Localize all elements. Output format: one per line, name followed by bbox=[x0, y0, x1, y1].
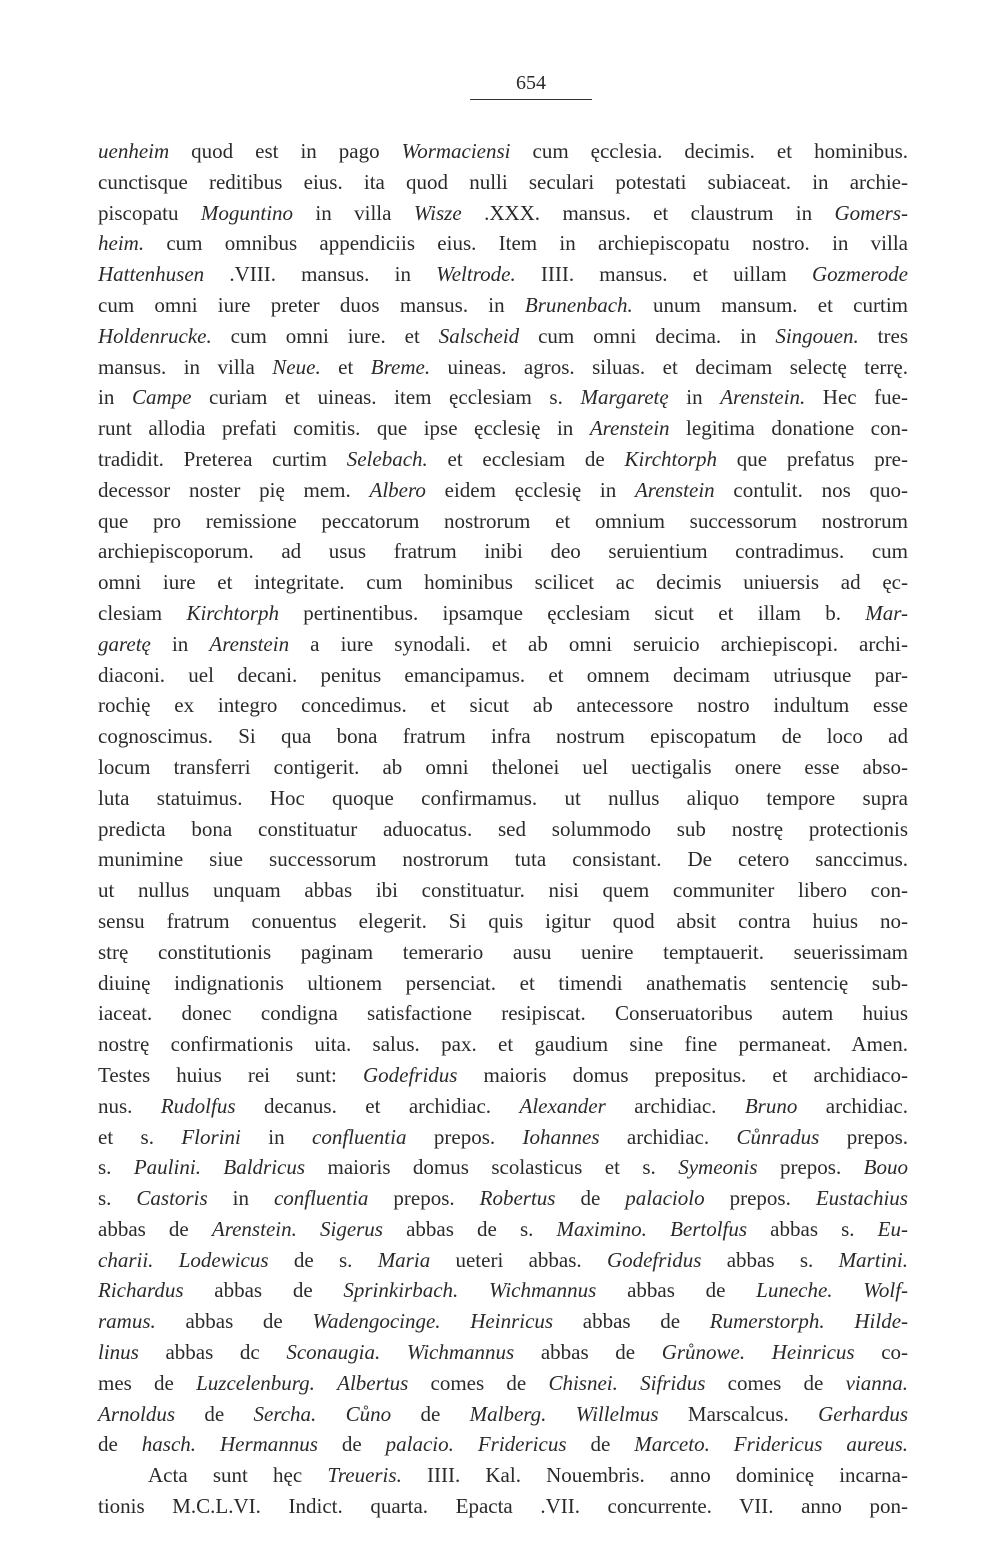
text-segment: que prefatus pre- bbox=[717, 446, 908, 471]
italic-name: Eustachius bbox=[815, 1186, 908, 1211]
italic-name: Alexander bbox=[519, 1093, 606, 1118]
text-segment: curiam et uineas. item ęcclesiam s. bbox=[191, 385, 581, 410]
text-segment: de bbox=[317, 1432, 386, 1457]
text-segment: legitima donatione con- bbox=[669, 416, 908, 441]
italic-name: Arenstein. bbox=[211, 1216, 297, 1241]
text-line bbox=[98, 844, 908, 875]
text-segment: cum ęcclesia. decimis. et hominibus. bbox=[510, 139, 908, 163]
italic-name: garetę bbox=[98, 631, 151, 656]
text-segment: runt allodia prefati comitis. que ipse ęcclesię in bbox=[98, 416, 590, 441]
text-line bbox=[98, 1306, 908, 1337]
italic-name: Hilde- bbox=[854, 1309, 909, 1334]
italic-name: charii. bbox=[98, 1247, 154, 1272]
italic-name: Gomers- bbox=[834, 200, 909, 225]
italic-name: Holdenrucke. bbox=[98, 323, 212, 348]
text-line bbox=[98, 506, 908, 537]
text-segment: ueteri abbas. bbox=[430, 1247, 607, 1272]
text-segment: IIII. Kal. Nouembris. anno dominicę incarna- bbox=[401, 1463, 908, 1488]
text-line bbox=[98, 382, 908, 413]
italic-name: Wolf- bbox=[863, 1278, 909, 1303]
italic-name: Hermannus bbox=[219, 1432, 318, 1457]
italic-name: Maximino. bbox=[556, 1216, 647, 1241]
text-segment: prepos. bbox=[368, 1186, 480, 1211]
text-segment: et bbox=[320, 354, 371, 379]
text-segment bbox=[546, 1402, 575, 1426]
italic-name: Bruno bbox=[744, 1093, 798, 1118]
italic-name: linus bbox=[98, 1340, 139, 1365]
text-segment: .VIII. mansus. in bbox=[204, 262, 437, 287]
italic-name: Fridericus aureus. bbox=[733, 1432, 908, 1457]
text-line bbox=[98, 721, 908, 752]
text-segment bbox=[458, 1278, 489, 1302]
text-segment: prepos. bbox=[757, 1155, 864, 1180]
text-line bbox=[98, 536, 908, 567]
text-segment: Testes huius rei sunt: bbox=[98, 1062, 363, 1087]
italic-name: Cůno bbox=[345, 1401, 392, 1426]
text-segment: in bbox=[207, 1186, 274, 1211]
italic-name: Rumerstorph. bbox=[709, 1309, 825, 1334]
italic-name: confluentia bbox=[312, 1124, 407, 1149]
text-segment: mansus. in villa bbox=[98, 354, 273, 379]
text-segment: abbas de bbox=[155, 1309, 313, 1334]
text-line bbox=[98, 752, 908, 783]
text-segment: archidiac. bbox=[605, 1093, 745, 1118]
italic-name: Lodewicus bbox=[178, 1247, 269, 1272]
text-segment: comes de bbox=[705, 1370, 846, 1395]
text-segment: cognoscimus. Si qua bona fratrum infra nostrum episcopatum de loco ad bbox=[98, 724, 908, 749]
italic-name: Selebach. bbox=[346, 446, 428, 471]
text-segment: abbas de bbox=[98, 1216, 212, 1241]
text-segment bbox=[196, 1432, 220, 1456]
italic-name: Kirchtorph bbox=[186, 600, 279, 625]
text-segment: cum omni iure preter duos mansus. in bbox=[98, 292, 525, 317]
text-segment: abbas de bbox=[183, 1278, 344, 1303]
text-line bbox=[98, 1429, 908, 1460]
text-segment: de bbox=[175, 1401, 254, 1426]
text-line bbox=[98, 1091, 908, 1122]
text-segment: prepos. bbox=[406, 1124, 523, 1149]
text-segment: a iure synodali. et ab omni seruicio archiepiscopi. archi- bbox=[289, 631, 908, 656]
text-line bbox=[98, 444, 908, 475]
text-line bbox=[98, 321, 908, 352]
text-segment: et s. bbox=[98, 1124, 182, 1149]
text-line bbox=[98, 660, 908, 691]
text-segment: cum omnibus appendiciis eius. Item in archiepiscopatu nostro. in villa bbox=[144, 231, 908, 256]
text-segment: maioris domus scolasticus et s. bbox=[305, 1155, 679, 1180]
text-segment: unum mansum. et curtim bbox=[632, 292, 908, 317]
text-segment: archidiac. bbox=[599, 1124, 737, 1149]
text-line bbox=[98, 690, 908, 721]
text-segment bbox=[153, 1248, 178, 1272]
text-segment: et ecclesiam de bbox=[427, 446, 625, 471]
italic-name: Weltrode. bbox=[436, 262, 516, 287]
italic-name: Heinricus bbox=[771, 1340, 855, 1365]
italic-name: Maria bbox=[377, 1247, 431, 1272]
italic-name: heim. bbox=[98, 231, 145, 256]
text-line bbox=[98, 598, 908, 629]
text-segment: uineas. agros. siluas. et decimam selectę terrę. bbox=[430, 354, 908, 379]
text-line bbox=[98, 1152, 908, 1183]
text-segment: co- bbox=[854, 1340, 909, 1365]
text-segment: abbas de bbox=[514, 1340, 662, 1365]
text-line bbox=[98, 475, 908, 506]
italic-name: Treueris. bbox=[327, 1463, 402, 1488]
italic-name: Wichmannus bbox=[489, 1278, 597, 1303]
text-segment: nostrę confirmationis uita. salus. pax. et gaudium sine fine permaneat. Amen. bbox=[98, 1032, 908, 1057]
text-line bbox=[98, 228, 908, 259]
text-segment: Acta sunt hęc bbox=[148, 1463, 328, 1488]
italic-name: Baldricus bbox=[223, 1155, 306, 1180]
text-segment: abbas de bbox=[553, 1309, 710, 1334]
text-segment: iaceat. donec condigna satisfactione resipiscat. Conseruatoribus autem huius bbox=[98, 1001, 908, 1026]
text-segment: piscopatu bbox=[98, 200, 201, 225]
italic-name: Wormaciensi bbox=[401, 139, 511, 163]
italic-name: Albero bbox=[369, 477, 426, 502]
text-segment: cum omni iure. et bbox=[211, 323, 439, 348]
italic-name: Moguntino bbox=[200, 200, 294, 225]
text-segment bbox=[315, 1371, 337, 1395]
text-segment: s. bbox=[98, 1186, 137, 1211]
text-segment: que pro remissione peccatorum nostrorum et omnium successorum nostrorum bbox=[98, 508, 908, 533]
italic-name: Richardus bbox=[98, 1278, 184, 1303]
text-line bbox=[98, 136, 908, 167]
text-segment: tres bbox=[858, 323, 908, 348]
text-segment bbox=[441, 1309, 471, 1333]
text-line bbox=[98, 413, 908, 444]
text-segment: in bbox=[240, 1124, 312, 1149]
text-segment: in villa bbox=[293, 200, 414, 225]
text-line bbox=[98, 1337, 908, 1368]
italic-name: Arenstein. bbox=[720, 385, 806, 410]
text-line bbox=[98, 906, 908, 937]
italic-name: palacio. bbox=[385, 1432, 454, 1457]
italic-name: Godefridus bbox=[606, 1247, 702, 1272]
text-segment: strę constitutionis paginam temerario ausu uenire temptauerit. seuerissimam bbox=[98, 939, 908, 964]
text-segment: prepos. bbox=[704, 1186, 816, 1211]
italic-name: Bertolfus bbox=[670, 1216, 748, 1241]
text-segment bbox=[316, 1402, 345, 1426]
text-segment: decessor noster pię mem. bbox=[98, 477, 370, 502]
italic-name: palaciolo bbox=[625, 1186, 705, 1211]
italic-name: Mar- bbox=[865, 600, 908, 625]
italic-name: Wichmannus bbox=[406, 1340, 515, 1365]
italic-name: Eu- bbox=[877, 1216, 908, 1241]
italic-name: Luzcelenburg. bbox=[196, 1370, 315, 1395]
italic-name: Wadengocinge. bbox=[312, 1309, 441, 1334]
italic-name: Margaretę bbox=[580, 385, 669, 410]
text-segment: abbas s. bbox=[701, 1247, 839, 1272]
text-line bbox=[98, 290, 908, 321]
text-line bbox=[98, 1060, 908, 1091]
text-segment: abbas s. bbox=[747, 1216, 878, 1241]
text-line bbox=[98, 1491, 908, 1522]
text-line bbox=[98, 814, 908, 845]
text-segment: contulit. nos quo- bbox=[714, 477, 908, 502]
italic-name: Arnoldus bbox=[98, 1401, 176, 1426]
text-segment bbox=[647, 1217, 670, 1241]
text-segment: tionis M.C.L.VI. Indict. quarta. Epacta .VII. concurrente. VII. anno pon- bbox=[98, 1494, 908, 1519]
italic-name: Luneche. bbox=[756, 1278, 833, 1303]
text-segment: comes de bbox=[408, 1370, 549, 1395]
italic-name: Chisnei. bbox=[548, 1370, 618, 1395]
text-line bbox=[98, 167, 908, 198]
text-segment: predicta bona constituatur aduocatus. sed solummodo sub nostrę protectionis bbox=[98, 816, 908, 841]
italic-name: Martini. bbox=[838, 1247, 908, 1272]
text-segment: munimine siue successorum nostrorum tuta consistant. De cetero sanccimus. bbox=[98, 847, 908, 872]
text-segment: luta statuimus. Hoc quoque confirmamus. ut nullus aliquo tempore supra bbox=[98, 785, 908, 810]
italic-name: Sigerus bbox=[319, 1216, 383, 1241]
italic-name: vianna. bbox=[845, 1370, 908, 1395]
text-segment: clesiam bbox=[98, 600, 187, 625]
italic-name: Heinricus bbox=[470, 1309, 554, 1334]
italic-name: Salscheid bbox=[438, 323, 520, 348]
text-segment: diuinę indignationis ultionem persenciat. et timendi anathematis sentencię sub- bbox=[98, 970, 908, 995]
text-segment bbox=[745, 1340, 772, 1364]
italic-name: Breme. bbox=[370, 354, 431, 379]
italic-name: Castoris bbox=[136, 1186, 208, 1211]
italic-name: Robertus bbox=[479, 1186, 556, 1211]
text-line bbox=[98, 783, 908, 814]
text-segment: tradidit. Preterea curtim bbox=[98, 446, 347, 471]
text-segment: de bbox=[555, 1186, 626, 1211]
italic-name: Sifridus bbox=[640, 1370, 706, 1395]
text-segment bbox=[825, 1309, 855, 1333]
italic-name: Campe bbox=[131, 385, 192, 410]
text-segment bbox=[833, 1278, 864, 1302]
italic-name: Gozmerode bbox=[811, 262, 909, 287]
text-segment: IIII. mansus. et uillam bbox=[515, 262, 812, 287]
italic-name: Sercha. bbox=[253, 1401, 317, 1426]
italic-name: Sprinkirbach. bbox=[343, 1278, 459, 1303]
text-segment: locum transferri contigerit. ab omni thelonei uel uectigalis onere esse abso- bbox=[98, 754, 908, 779]
text-line bbox=[98, 1245, 908, 1276]
text-segment: s. bbox=[98, 1155, 134, 1180]
italic-name: confluentia bbox=[273, 1186, 369, 1211]
italic-name: Grůnowe. bbox=[661, 1340, 746, 1365]
text-segment: cum omni decima. in bbox=[519, 323, 776, 348]
italic-name: Godefridus bbox=[362, 1062, 458, 1087]
italic-name: Iohannes bbox=[522, 1124, 600, 1149]
text-segment: abbas de s. bbox=[382, 1216, 557, 1241]
italic-name: Bouo bbox=[863, 1155, 908, 1180]
text-segment: in bbox=[668, 385, 721, 410]
text-segment: .XXX. mansus. et claustrum in bbox=[461, 200, 835, 225]
text-segment bbox=[380, 1340, 407, 1364]
text-line bbox=[98, 1460, 908, 1491]
text-segment: de bbox=[391, 1401, 470, 1426]
italic-name: Fridericus bbox=[477, 1432, 567, 1457]
text-segment: maioris domus prepositus. et archidiaco- bbox=[457, 1062, 908, 1087]
text-segment: diaconi. uel decani. penitus emancipamus. et omnem decimam utriusque par- bbox=[98, 662, 908, 687]
text-segment: pertinentibus. ipsamque ęcclesiam sicut et illam b. bbox=[279, 600, 866, 625]
text-segment bbox=[710, 1432, 734, 1456]
italic-name: Singouen. bbox=[775, 323, 859, 348]
text-segment: Hec fue- bbox=[805, 385, 908, 410]
text-segment: Marscalcus. bbox=[658, 1401, 819, 1426]
italic-name: Marceto. bbox=[634, 1432, 710, 1457]
italic-name: Cůnradus bbox=[736, 1124, 820, 1149]
text-segment: in bbox=[150, 631, 210, 656]
italic-name: Arenstein bbox=[589, 416, 670, 441]
text-line bbox=[98, 968, 908, 999]
text-line bbox=[98, 1183, 908, 1214]
italic-name: Kirchtorph bbox=[624, 446, 718, 471]
text-line bbox=[98, 1275, 908, 1306]
italic-name: Hattenhusen bbox=[98, 262, 205, 287]
text-line bbox=[98, 1368, 908, 1399]
document-body bbox=[98, 136, 908, 1522]
text-segment: quod est in pago bbox=[169, 139, 402, 163]
text-line bbox=[98, 1122, 908, 1153]
text-line bbox=[98, 1399, 908, 1430]
italic-name: Symeonis bbox=[678, 1155, 758, 1180]
text-segment: nus. bbox=[98, 1093, 161, 1118]
italic-name: Neue. bbox=[272, 354, 321, 379]
text-line bbox=[98, 875, 908, 906]
italic-name: Arenstein bbox=[209, 631, 290, 656]
text-segment: ut nullus unquam abbas ibi constituatur. nisi quem communiter libero con- bbox=[98, 878, 908, 903]
italic-name: Malberg. bbox=[469, 1401, 547, 1426]
page-number: 654 bbox=[470, 72, 592, 100]
italic-name: hasch. bbox=[141, 1432, 197, 1457]
text-segment: rochię ex integro concedimus. et sicut ab antecessore nostro indultum esse bbox=[98, 693, 908, 718]
italic-name: uenheim bbox=[98, 139, 170, 163]
italic-name: Rudolfus bbox=[160, 1093, 236, 1118]
text-line bbox=[98, 567, 908, 598]
text-segment: de s. bbox=[268, 1247, 378, 1272]
italic-name: Willelmus bbox=[575, 1401, 659, 1426]
text-segment: cunctisque reditibus eius. ita quod nulli seculari potestati subiaceat. in archie- bbox=[98, 169, 908, 194]
text-segment bbox=[618, 1371, 640, 1395]
text-line bbox=[98, 198, 908, 229]
text-line bbox=[98, 1214, 908, 1245]
text-segment: omni iure et integritate. cum hominibus scilicet ac decimis uniuersis ad ęc- bbox=[98, 570, 908, 595]
text-segment: eidem ęcclesię in bbox=[425, 477, 635, 502]
text-line bbox=[98, 352, 908, 383]
text-segment bbox=[297, 1217, 320, 1241]
text-segment: in bbox=[98, 385, 132, 410]
italic-name: Arenstein bbox=[634, 477, 715, 502]
italic-name: Wisze bbox=[413, 200, 462, 225]
text-segment: de bbox=[566, 1432, 635, 1457]
text-line bbox=[98, 998, 908, 1029]
italic-name: Florini bbox=[181, 1124, 241, 1149]
text-line bbox=[98, 259, 908, 290]
text-line bbox=[98, 629, 908, 660]
text-segment: prepos. bbox=[819, 1124, 908, 1149]
italic-name: Sconaugia. bbox=[286, 1340, 381, 1365]
text-segment: mes de bbox=[98, 1370, 197, 1395]
text-segment bbox=[454, 1432, 478, 1456]
italic-name: ramus. bbox=[98, 1309, 156, 1334]
italic-name: Brunenbach. bbox=[524, 292, 633, 317]
text-segment: abbas de bbox=[596, 1278, 757, 1303]
italic-name: Paulini. bbox=[133, 1155, 201, 1180]
text-line bbox=[98, 937, 908, 968]
italic-name: Gerhardus bbox=[818, 1401, 908, 1426]
italic-name: Albertus bbox=[337, 1370, 409, 1395]
text-segment bbox=[201, 1155, 223, 1179]
text-segment: de bbox=[98, 1432, 142, 1457]
text-segment: decanus. et archidiac. bbox=[235, 1093, 520, 1118]
text-line bbox=[98, 1029, 908, 1060]
text-segment: archidiac. bbox=[797, 1093, 908, 1118]
text-segment: sensu fratrum conuentus elegerit. Si quis igitur quod absit contra huius no- bbox=[98, 908, 908, 933]
text-segment: archiepiscoporum. ad usus fratrum inibi deo seruientium contradimus. cum bbox=[98, 539, 908, 564]
text-segment: abbas dc bbox=[138, 1340, 287, 1365]
